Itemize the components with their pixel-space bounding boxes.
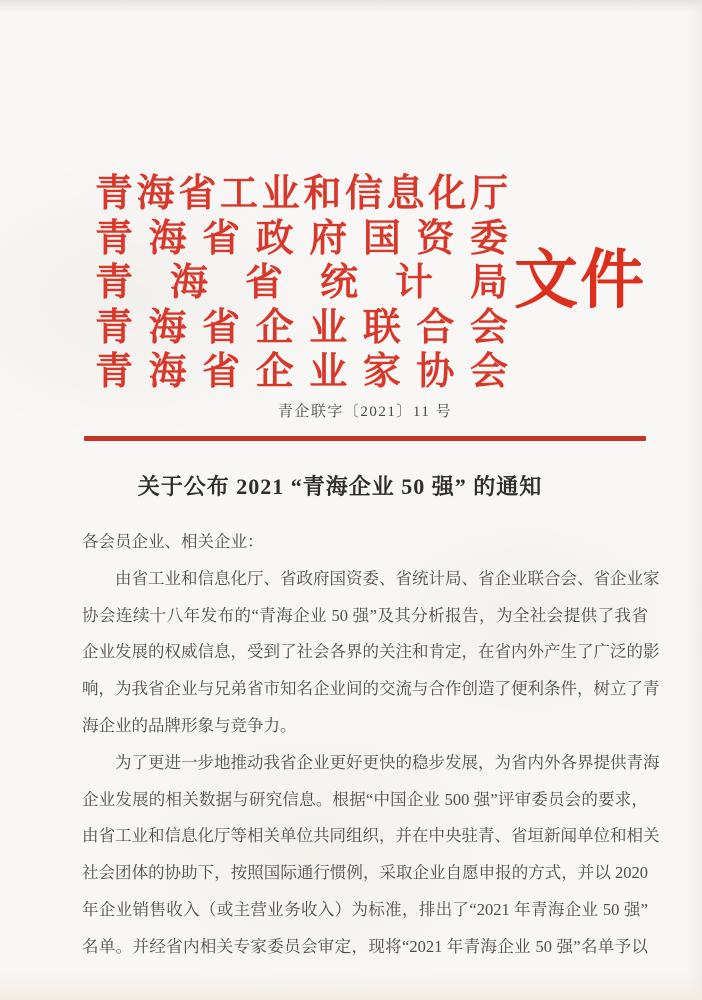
issuer-line: 青海省政府国资委: [95, 217, 508, 260]
body-line: 由省工业和信息化厅、省政府国资委、省统计局、省企业联合会、省企业家: [115, 568, 660, 588]
issuer-line: 青海省工业和信息化厅: [95, 173, 508, 215]
doc-type-label: 文件: [514, 245, 646, 316]
body-line: 响，为我省企业与兄弟省市知名企业间的交流与合作创造了便利条件，树立了青: [82, 679, 660, 699]
body-line: 名单。并经省内相关专家委员会审定，现将“2021 年青海企业 50 强”名单予以: [82, 936, 648, 956]
paragraph-2: [82, 745, 660, 966]
issuer-line: 青海省企业家协会: [95, 351, 508, 393]
body-line: 由省工业和信息化厅等相关单位共同组织，并在中央驻青、省垣新闻单位和相关: [82, 826, 660, 846]
body-line: 年企业销售收入（或主营业务收入）为标准，排出了“2021 年青海企业 50 强”: [82, 899, 648, 919]
salutation-line: 各会员企业、相关企业：: [82, 532, 264, 551]
body-line: 企业发展的权威信息，受到了社会各界的关注和肯定，在省内外产生了广泛的影: [82, 642, 660, 662]
body-line: 社会团体的协助下，按照国际通行惯例，采取企业自愿申报的方式，并以 2020: [82, 863, 648, 883]
issuer-line: 青海省统计局: [95, 262, 508, 304]
body-line: 企业发展的相关数据与研究信息。根据“中国企业 500 强”评审委员会的要求，: [82, 789, 648, 809]
body-line: 协会连续十八年发布的“青海企业 50 强”及其分析报告，为全社会提供了我省: [82, 605, 648, 625]
document-title: 关于公布 2021 “青海企业 50 强” 的通知: [137, 474, 543, 499]
red-separator-line: [84, 436, 646, 441]
body-line: 为了更进一步地推动我省企业更好更快的稳步发展，为省内外各界提供青海: [115, 752, 660, 772]
doc-number: 青企联字〔2021〕11 号: [277, 404, 453, 420]
body-line: 海企业的品牌形象与竞争力。: [82, 715, 297, 735]
paragraph-1: [82, 561, 660, 745]
document-body: [82, 524, 660, 966]
issuer-line: 青海省企业联合会: [95, 306, 508, 349]
letterhead: [95, 172, 508, 395]
